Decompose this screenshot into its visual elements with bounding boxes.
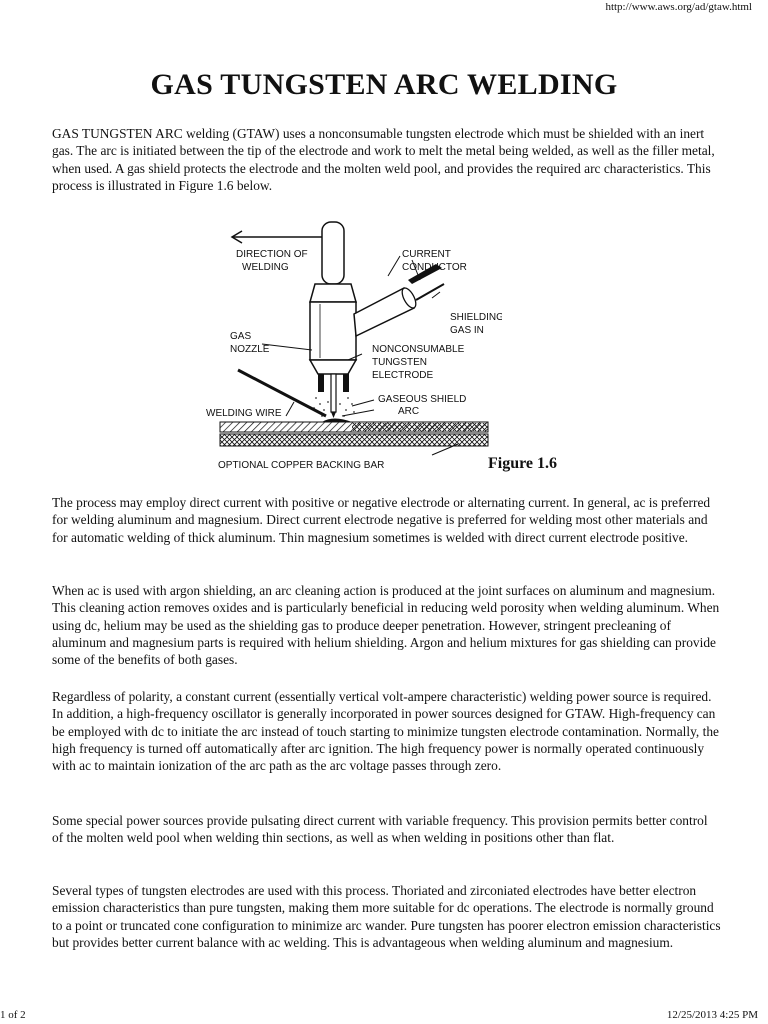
direction-arrow [232,231,324,243]
label-current-2: CONDUCTOR [402,262,467,273]
tungsten-electrode [331,412,336,418]
paragraph-pulsating: Some special power sources provide pulsating direct current with variable frequency. This provision permits better control of the molten weld pool when welding thin sections, as well as when welding in positions other than flat. [52,813,708,846]
label-welding-wire: WELDING WIRE [206,408,282,419]
page-title: GAS TUNGSTEN ARC WELDING [150,68,618,101]
paragraph-current: The process may employ direct current with positive or negative electrode or alternating current. In general, ac is preferred for welding aluminum and magnesium. Direct current electrode negative is preferred for welding most other materials and for automatic welding of thick aluminum. Thin magnesium sometimes is welded with direct current electrode positive. [52,495,711,545]
label-direction-1: DIRECTION OF [236,249,308,260]
source-url: http://www.aws.org/ad/gtaw.html [605,1,752,13]
label-direction-2: WELDING [242,262,289,273]
figure-caption: Figure 1.6 [488,455,558,472]
torch-handle [354,264,444,336]
workpiece [220,419,488,447]
label-gas: GAS [230,331,252,342]
label-shielding-1: SHIELDING [450,312,502,323]
paragraph-shielding: When ac is used with argon shielding, an arc cleaning action is produced at the joint surfaces on aluminum and magnesium. This cleaning action removes oxides and is particularly beneficial in reducing weld porosity when welding aluminum. When using dc, helium may be used as the shielding gas to produce deeper penetration. However, stringent precleaning of aluminum and magnesium parts is required with helium shielding. Argon and helium mixtures for gas shielding can provide some of the benefits of both gases. [52,583,720,668]
gtaw-diagram [202,212,502,480]
label-tungsten: TUNGSTEN [372,357,427,368]
torch [310,222,356,374]
label-shielding-2: GAS IN [450,325,484,336]
paragraph-polarity: Regardless of polarity, a constant current (essentially vertical volt-ampere characteristic) welding power source is required. In addition, a high-frequency oscillator is generally incorporated in power sources designed for GTAW. High-frequency can be employed with dc to initiate the arc instead of touch starting to minimize tungsten electrode contamination. Normally, the high frequency is turned off automatically after arc ignition. The high frequency power is normally operated continuously with ac to maintain ionization of the arc path as the arc voltage passes through zero. [52,689,719,774]
label-nozzle: NOZZLE [230,344,270,355]
label-electrode: ELECTRODE [372,370,434,381]
paragraph-intro: GAS TUNGSTEN ARC welding (GTAW) uses a nonconsumable tungsten electrode which must be shielded with an inert gas. The arc is initiated between the tip of the electrode and work to melt the metal being welded, as well as the filler metal, when used. A gas shield protects the electrode and the molten weld pool, and provides the required arc characteristics. This process is illustrated in Figure 1.6 below. [52,126,715,193]
gtaw-figure [202,212,502,480]
nozzle [318,374,349,412]
label-backing-bar: OPTIONAL COPPER BACKING BAR [218,460,385,471]
label-gaseous-shield: GASEOUS SHIELD [378,394,467,405]
paragraph-electrodes: Several types of tungsten electrodes are used with this process. Thoriated and zirconiated electrodes have better electron emission characteristics than pure tungsten, making them more suitable for dc operations. The electrode is normally ground to a point or truncated cone configuration to minimize arc wander. Pure tungsten has poorer electron emission characteristics but provides better current balance with ac welding. This is advantageous when welding aluminum and magnesium. [52,883,721,950]
label-nonconsumable: NONCONSUMABLE [372,344,465,355]
label-arc: ARC [398,406,420,417]
print-datetime: 12/25/2013 4:25 PM [666,1009,758,1021]
page-number: 1 of 2 [0,1009,26,1021]
label-current-1: CURRENT [402,249,451,260]
